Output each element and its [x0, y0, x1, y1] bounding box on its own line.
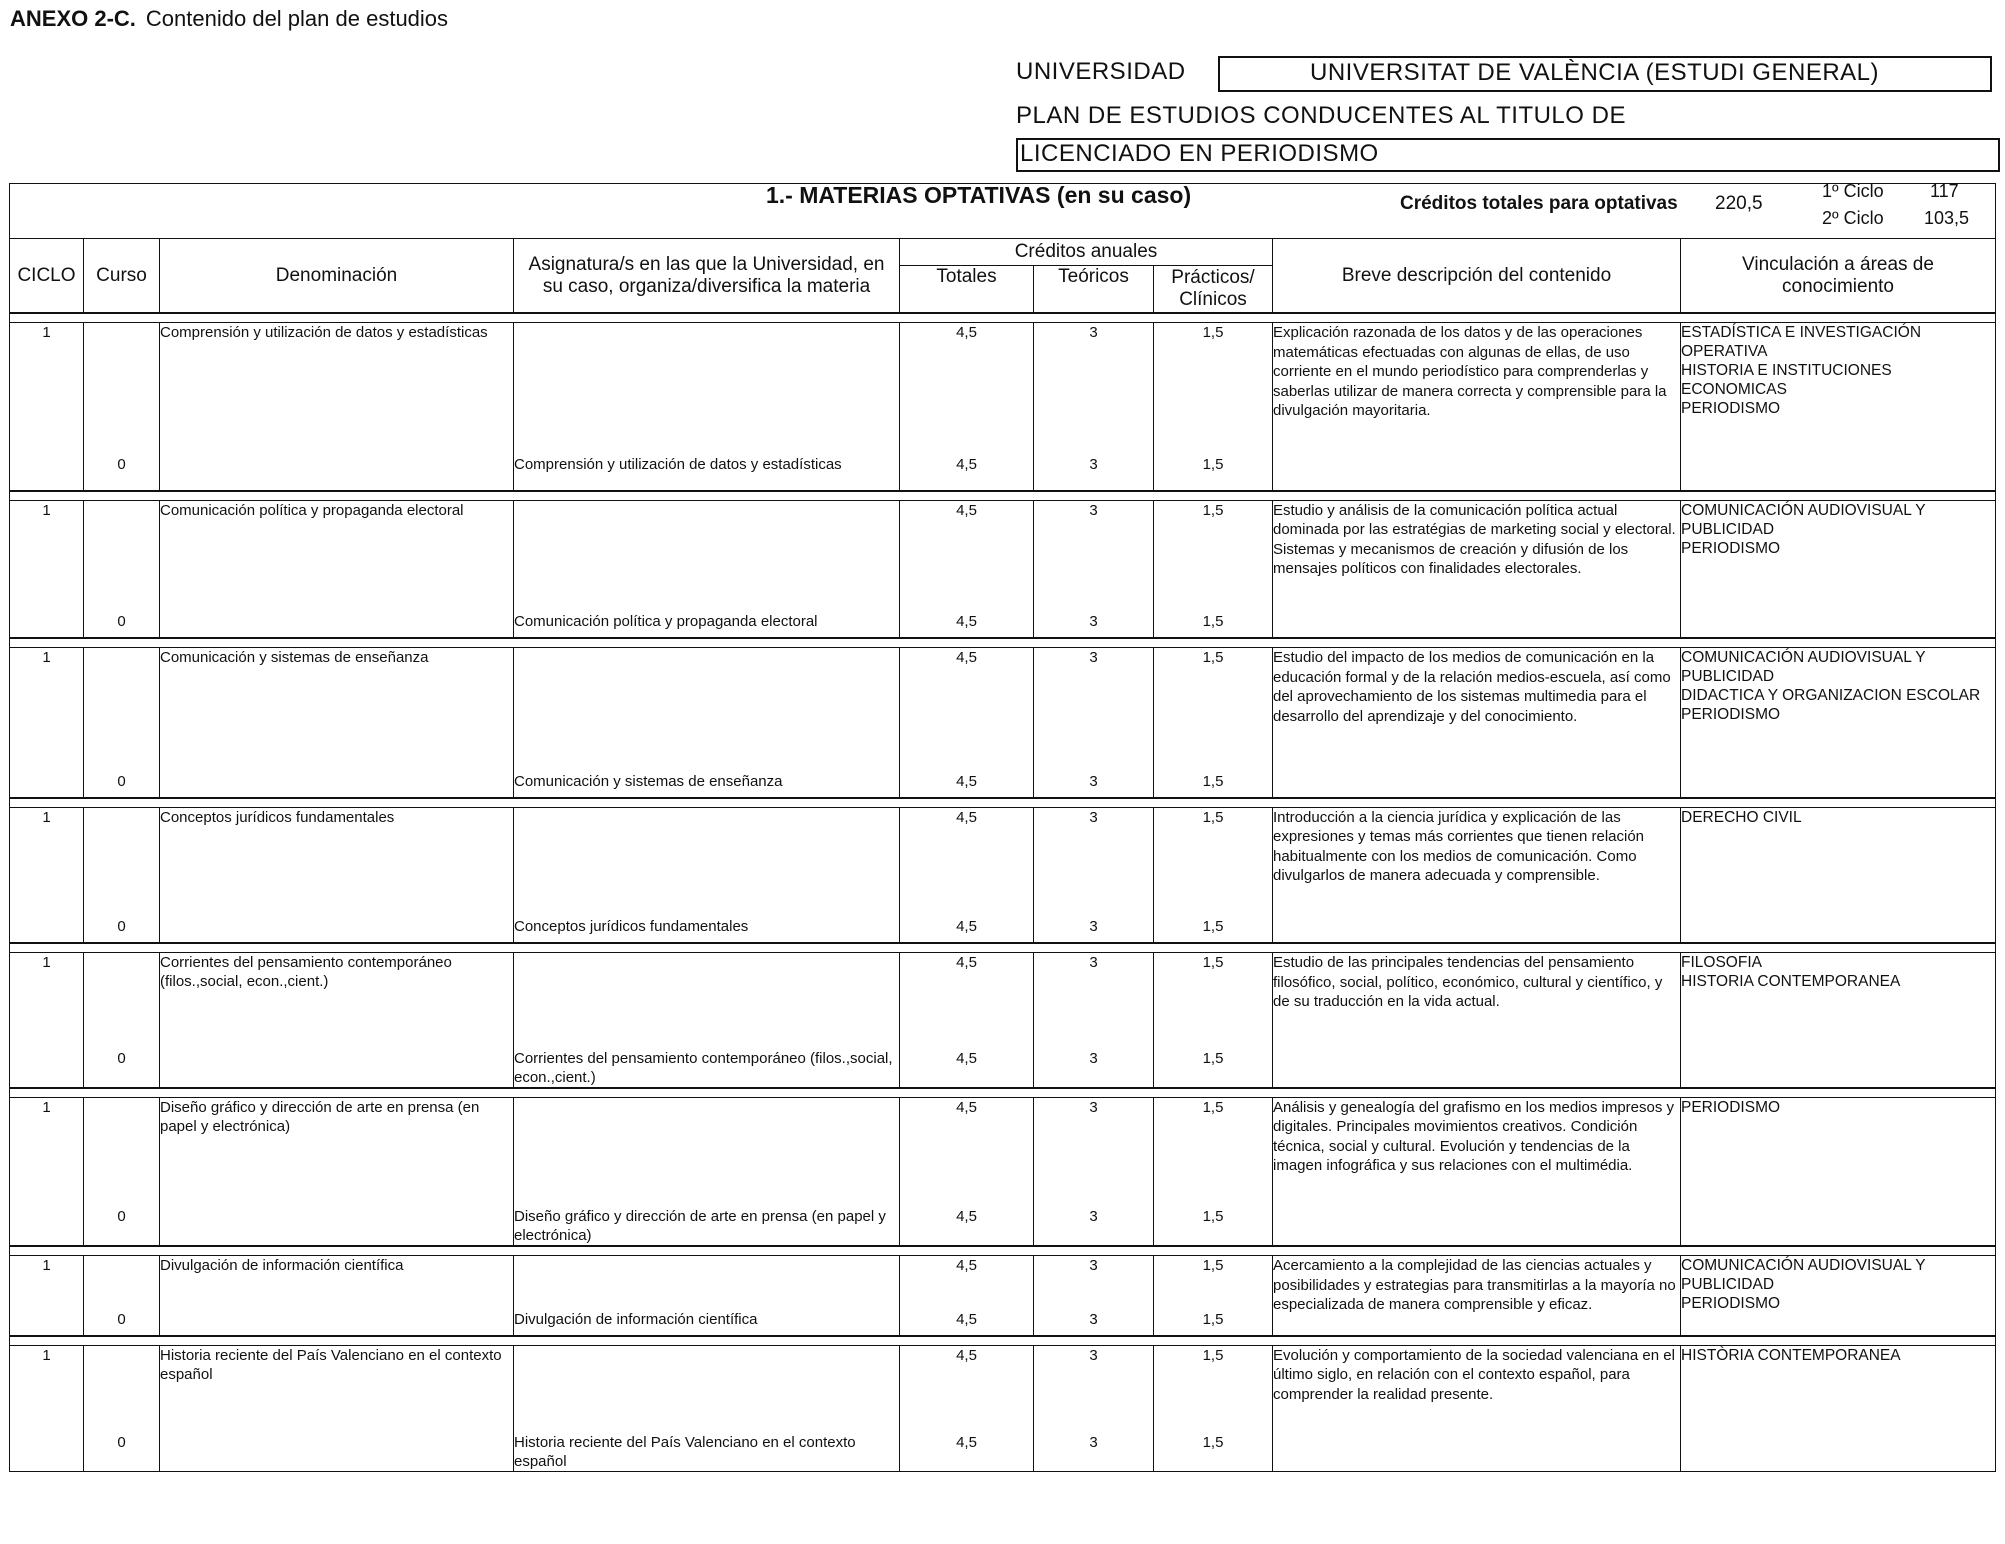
asignatura-denominacion-empty — [160, 917, 514, 943]
asignatura-denominacion-empty — [160, 1310, 514, 1336]
section-title: 1.- MATERIAS OPTATIVAS (en su caso) — [766, 182, 1192, 208]
materia-totales: 4,5 — [900, 648, 1034, 772]
area-conocimiento: HISTÒRIA CONTEMPORANEA — [1681, 1346, 1901, 1364]
area-conocimiento: PERIODISMO — [1681, 539, 1781, 557]
materia-descripcion: Estudio del impacto de los medios de comunicación en la educación formal y de la relación medios-escuela, así como del aprovechamiento de los sistemas multimedia para el desarrollo del aprendizaje y del conocimiento. — [1273, 648, 1681, 798]
separator-cell — [10, 1088, 1996, 1098]
asignatura-curso: 0 — [84, 917, 160, 943]
materia-descripcion: Estudio de las principales tendencias del pensamiento filosófico, social, político, económico, cultural y científico, y de su traducción en la vida actual. — [1273, 953, 1681, 1088]
asignatura-ciclo-empty — [10, 455, 84, 491]
asignatura-denominacion-empty — [160, 1207, 514, 1246]
asignatura-totales: 4,5 — [900, 917, 1034, 943]
asignatura-teoricos: 3 — [1034, 455, 1154, 491]
col-practicos: Prácticos/ Clínicos — [1154, 266, 1273, 314]
materia-ciclo: 1 — [10, 807, 84, 917]
asignatura-practicos: 1,5 — [1154, 917, 1273, 943]
separator-cell — [10, 313, 1996, 323]
asignatura-denominacion-empty — [160, 455, 514, 491]
separator-cell — [10, 943, 1996, 953]
col-totales: Totales — [900, 266, 1034, 314]
materia-practicos: 1,5 — [1154, 323, 1273, 455]
materia-descripcion: Evolución y comportamiento de la sociedad valenciana en el último siglo, en relación con el contexto español, para comprender la realidad presente. — [1273, 1345, 1681, 1472]
materia-curso — [84, 1345, 160, 1433]
materia-areas — [1681, 1097, 1996, 1246]
universidad-value: UNIVERSITAT DE VALÈNCIA (ESTUDI GENERAL) — [1218, 56, 1992, 92]
materia-teoricos: 3 — [1034, 1097, 1154, 1207]
materia-curso — [84, 953, 160, 1049]
materia-areas — [1681, 953, 1996, 1088]
asignatura-teoricos: 3 — [1034, 1207, 1154, 1246]
materia-areas — [1681, 1345, 1996, 1472]
asignatura-denominacion-empty — [160, 612, 514, 638]
asignatura-practicos: 1,5 — [1154, 1207, 1273, 1246]
asignatura-ciclo-empty — [10, 1310, 84, 1336]
col-curso: Curso — [84, 239, 160, 314]
asignatura-nombre: Comunicación y sistemas de enseñanza — [514, 772, 900, 798]
col-asignatura: Asignatura/s en las que la Universidad, en su caso, organiza/diversifica la materia — [514, 239, 900, 314]
asignatura-teoricos: 3 — [1034, 1049, 1154, 1088]
materia-curso — [84, 1097, 160, 1207]
materia-totales: 4,5 — [900, 1256, 1034, 1310]
section-header-row — [10, 184, 1996, 239]
asignatura-nombre: Divulgación de información científica — [514, 1310, 900, 1336]
separator-cell — [10, 1246, 1996, 1256]
materia-descripcion: Explicación razonada de los datos y de las operaciones matemáticas efectuadas con algunas de ellas, de uso corriente en el mundo periodístico para comprenderlas y saberlas utilizar de manera correcta y comprensible para la divulgación mayoritaria. — [1273, 323, 1681, 491]
materia-descripcion: Introducción a la ciencia jurídica y explicación de las expresiones y temas más corrientes que tienen relación habitualmente con los medios de comunicación. Como divulgarlos de manera adecuada y comprensible. — [1273, 807, 1681, 943]
materia-descripcion: Acercamiento a la complejidad de las ciencias actuales y posibilidades y estrategias para transmitirlas a la mayoría no especializada de manera comprensible y eficaz. — [1273, 1256, 1681, 1336]
materia-ciclo: 1 — [10, 500, 84, 612]
asignatura-nombre: Diseño gráfico y dirección de arte en prensa (en papel y electrónica) — [514, 1207, 900, 1246]
asignatura-practicos: 1,5 — [1154, 1049, 1273, 1088]
asignatura-totales: 4,5 — [900, 455, 1034, 491]
materia-totales: 4,5 — [900, 807, 1034, 917]
materia-denominacion: Divulgación de información científica — [160, 1256, 514, 1310]
area-conocimiento: PERIODISMO — [1681, 1295, 1781, 1312]
materia-asignatura-empty — [514, 1097, 900, 1207]
asignatura-denominacion-empty — [160, 1049, 514, 1088]
area-conocimiento: PERIODISMO — [1681, 1098, 1781, 1116]
area-conocimiento: HISTORIA CONTEMPORANEA — [1681, 973, 1901, 990]
asignatura-totales: 4,5 — [900, 1049, 1034, 1088]
materia-teoricos: 3 — [1034, 1256, 1154, 1310]
separator-cell — [10, 1336, 1996, 1346]
materia-teoricos: 3 — [1034, 953, 1154, 1049]
materia-row — [10, 1256, 1996, 1310]
materia-totales: 4,5 — [900, 500, 1034, 612]
materia-curso — [84, 323, 160, 455]
materia-asignatura-empty — [514, 1345, 900, 1433]
materia-asignatura-empty — [514, 1256, 900, 1310]
materia-denominacion: Comunicación y sistemas de enseñanza — [160, 648, 514, 772]
asignatura-curso: 0 — [84, 1433, 160, 1472]
materia-totales: 4,5 — [900, 1345, 1034, 1433]
asignatura-ciclo-empty — [10, 1433, 84, 1472]
materia-totales: 4,5 — [900, 323, 1034, 455]
materia-totales: 4,5 — [900, 1097, 1034, 1207]
group-separator — [10, 1088, 1996, 1098]
materia-practicos: 1,5 — [1154, 648, 1273, 772]
materia-totales: 4,5 — [900, 953, 1034, 1049]
plan-label: PLAN DE ESTUDIOS CONDUCENTES AL TITULO DE — [1016, 102, 1626, 129]
materia-denominacion: Corrientes del pensamiento contemporáneo (filos.,social, econ.,cient.) — [160, 953, 514, 1049]
col-ciclo: CICLO — [10, 239, 84, 314]
asignatura-practicos: 1,5 — [1154, 455, 1273, 491]
materia-ciclo: 1 — [10, 323, 84, 455]
col-denominacion: Denominación — [160, 239, 514, 314]
universidad-label: UNIVERSIDAD — [1016, 58, 1186, 85]
group-separator — [10, 943, 1996, 953]
asignatura-teoricos: 3 — [1034, 917, 1154, 943]
separator-cell — [10, 638, 1996, 648]
asignatura-practicos: 1,5 — [1154, 1310, 1273, 1336]
materia-denominacion: Diseño gráfico y dirección de arte en prensa (en papel y electrónica) — [160, 1097, 514, 1207]
materia-asignatura-empty — [514, 323, 900, 455]
separator-cell — [10, 491, 1996, 501]
asignatura-totales: 4,5 — [900, 1433, 1034, 1472]
area-conocimiento: PERIODISMO — [1681, 706, 1781, 723]
asignatura-teoricos: 3 — [1034, 612, 1154, 638]
group-separator — [10, 313, 1996, 323]
asignatura-ciclo-empty — [10, 612, 84, 638]
col-vinculacion: Vinculación a áreas de conocimiento — [1681, 239, 1996, 314]
asignatura-ciclo-empty — [10, 917, 84, 943]
asignatura-teoricos: 3 — [1034, 1310, 1154, 1336]
materia-practicos: 1,5 — [1154, 1256, 1273, 1310]
materia-teoricos: 3 — [1034, 1345, 1154, 1433]
materia-row — [10, 1345, 1996, 1433]
materia-areas — [1681, 648, 1996, 798]
asignatura-curso: 0 — [84, 1207, 160, 1246]
annex-title: Contenido del plan de estudios — [145, 6, 449, 31]
col-teoricos: Teóricos — [1034, 266, 1154, 314]
separator-cell — [10, 798, 1996, 808]
materia-asignatura-empty — [514, 807, 900, 917]
materia-practicos: 1,5 — [1154, 953, 1273, 1049]
ciclo2-label: 2º Ciclo — [1822, 208, 1884, 228]
group-separator — [10, 798, 1996, 808]
asignatura-curso: 0 — [84, 455, 160, 491]
materia-practicos: 1,5 — [1154, 1345, 1273, 1433]
col-descripcion: Breve descripción del contenido — [1273, 239, 1681, 314]
asignatura-totales: 4,5 — [900, 772, 1034, 798]
group-separator — [10, 638, 1996, 648]
materia-teoricos: 3 — [1034, 807, 1154, 917]
column-header-row — [10, 239, 1996, 266]
materia-row — [10, 1097, 1996, 1207]
asignatura-curso: 0 — [84, 1310, 160, 1336]
materia-practicos: 1,5 — [1154, 500, 1273, 612]
asignatura-denominacion-empty — [160, 1433, 514, 1472]
materia-row — [10, 323, 1996, 455]
materias-body — [10, 313, 1996, 1472]
materia-denominacion: Historia reciente del País Valenciano en el contexto español — [160, 1345, 514, 1433]
asignatura-nombre: Corrientes del pensamiento contemporáneo (filos.,social, econ.,cient.) — [514, 1049, 900, 1088]
asignatura-practicos: 1,5 — [1154, 1433, 1273, 1472]
area-conocimiento: COMUNICACIÓN AUDIOVISUAL Y PUBLICIDAD — [1681, 1257, 1926, 1293]
area-conocimiento: DERECHO CIVIL — [1681, 808, 1802, 826]
annex-code: ANEXO 2-C. — [10, 6, 136, 31]
materia-curso — [84, 648, 160, 772]
ciclo2-value: 103,5 — [1924, 208, 1970, 228]
area-conocimiento: ESTADÍSTICA E INVESTIGACIÓN OPERATIVA — [1681, 324, 1922, 360]
materia-practicos: 1,5 — [1154, 807, 1273, 917]
materia-curso — [84, 807, 160, 917]
asignatura-totales: 4,5 — [900, 612, 1034, 638]
materia-curso — [84, 500, 160, 612]
asignatura-practicos: 1,5 — [1154, 612, 1273, 638]
materia-practicos: 1,5 — [1154, 1097, 1273, 1207]
materia-teoricos: 3 — [1034, 648, 1154, 772]
asignatura-ciclo-empty — [10, 772, 84, 798]
creditos-total: 220,5 — [1715, 193, 1763, 214]
area-conocimiento: HISTORIA E INSTITUCIONES ECONOMICAS — [1681, 362, 1892, 398]
materia-areas — [1681, 1256, 1996, 1336]
materia-areas — [1681, 500, 1996, 638]
asignatura-totales: 4,5 — [900, 1310, 1034, 1336]
materia-teoricos: 3 — [1034, 500, 1154, 612]
creditos-label: Créditos totales para optativas — [1400, 193, 1678, 214]
asignatura-curso: 0 — [84, 1049, 160, 1088]
group-separator — [10, 491, 1996, 501]
section-header-cell — [10, 184, 1996, 239]
materia-ciclo: 1 — [10, 1097, 84, 1207]
group-separator — [10, 1246, 1996, 1256]
materia-teoricos: 3 — [1034, 323, 1154, 455]
ciclo1-label: 1º Ciclo — [1822, 181, 1884, 201]
materia-asignatura-empty — [514, 648, 900, 772]
ciclo1-value: 117 — [1930, 181, 1959, 201]
asignatura-denominacion-empty — [160, 772, 514, 798]
asignatura-practicos: 1,5 — [1154, 772, 1273, 798]
asignatura-curso: 0 — [84, 612, 160, 638]
materia-descripcion: Análisis y genealogía del grafismo en los medios impresos y digitales. Principales movimientos creativos. Condición técnica, social y cultural. Evolución y tendencias de la imagen infográfica y sus relaciones con el multimédia. — [1273, 1097, 1681, 1246]
materia-row — [10, 953, 1996, 1049]
area-conocimiento: DIDACTICA Y ORGANIZACION ESCOLAR — [1681, 687, 1981, 704]
asignatura-teoricos: 3 — [1034, 772, 1154, 798]
area-conocimiento: COMUNICACIÓN AUDIOVISUAL Y PUBLICIDAD — [1681, 501, 1926, 538]
materia-areas — [1681, 323, 1996, 491]
materia-denominacion: Comprensión y utilización de datos y estadísticas — [160, 323, 514, 455]
col-creditos-anuales: Créditos anuales — [900, 239, 1273, 266]
materia-row — [10, 807, 1996, 917]
materia-row — [10, 648, 1996, 772]
area-conocimiento: FILOSOFIA — [1681, 954, 1762, 971]
materia-ciclo: 1 — [10, 1345, 84, 1433]
asignatura-totales: 4,5 — [900, 1207, 1034, 1246]
asignatura-teoricos: 3 — [1034, 1433, 1154, 1472]
materia-denominacion: Conceptos jurídicos fundamentales — [160, 807, 514, 917]
asignatura-nombre: Conceptos jurídicos fundamentales — [514, 917, 900, 943]
asignatura-nombre: Comunicación política y propaganda electoral — [514, 612, 900, 638]
materia-row — [10, 500, 1996, 612]
asignatura-ciclo-empty — [10, 1049, 84, 1088]
materia-descripcion: Estudio y análisis de la comunicación política actual dominada por las estratégias de marketing social y electoral. Sistemas y mecanismos de creación y difusión de los mensajes políticos con finalidades electorales. — [1273, 500, 1681, 638]
annex-heading — [10, 6, 448, 32]
materias-table — [9, 183, 1996, 1472]
asignatura-nombre: Comprensión y utilización de datos y estadísticas — [514, 455, 900, 491]
group-separator — [10, 1336, 1996, 1346]
materia-denominacion: Comunicación política y propaganda electoral — [160, 500, 514, 612]
materia-ciclo: 1 — [10, 953, 84, 1049]
materia-areas — [1681, 807, 1996, 943]
area-conocimiento: PERIODISMO — [1681, 400, 1781, 417]
titulo-value: LICENCIADO EN PERIODISMO — [1016, 138, 2000, 172]
asignatura-nombre: Historia reciente del País Valenciano en el contexto español — [514, 1433, 900, 1472]
asignatura-curso: 0 — [84, 772, 160, 798]
materia-asignatura-empty — [514, 953, 900, 1049]
materia-asignatura-empty — [514, 500, 900, 612]
materia-curso — [84, 1256, 160, 1310]
materia-ciclo: 1 — [10, 648, 84, 772]
materia-ciclo: 1 — [10, 1256, 84, 1310]
area-conocimiento: COMUNICACIÓN AUDIOVISUAL Y PUBLICIDAD — [1681, 649, 1926, 685]
asignatura-ciclo-empty — [10, 1207, 84, 1246]
